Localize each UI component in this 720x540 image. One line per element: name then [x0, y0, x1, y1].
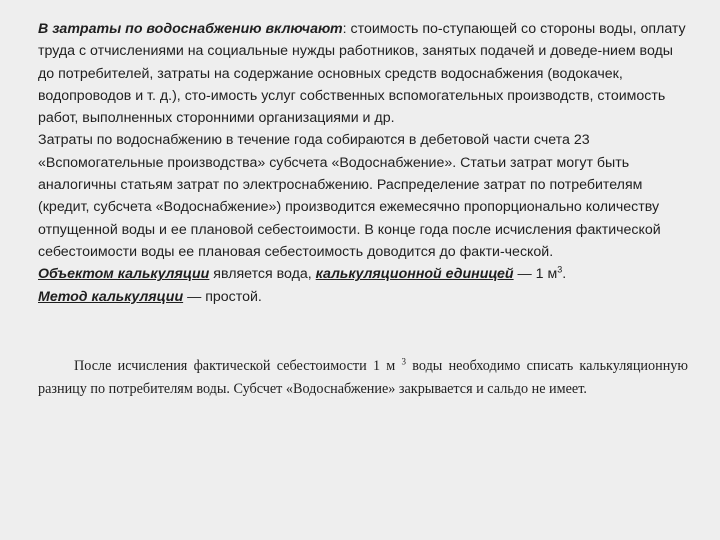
unit-label: калькуляционной единицей	[315, 266, 514, 283]
unit-superscript: 3	[557, 264, 563, 275]
costs-description: : стоимость по-ступающей со стороны воды, оплату труда с отчислениями на социальные нужды работников, занятых подачей и доведе-нием воды до потребителей, затраты на содержание основных средств водоснабжения (водокачек, водопроводов и т. д.), сто-имость услуг собственных вспомогательных производств, стоимость работ, выполненных сторонними организациями и др.	[38, 21, 686, 127]
paragraph-closing	[38, 355, 688, 400]
paragraph-cost-collection: Затраты по водоснабжению в течение года собираются в дебетовой части счета 23 «Вспомогательные производства» субсчета «Водоснабжение». Статьи затрат могут быть аналогичны статьям затрат по электроснабжению. Распределение затрат по потребителям (кредит, субсчета «Водоснабжение») производится ежемесячно пропорционально количеству отпущенной воды и ее плановой себестоимости. В конце года после исчисления фактической себестоимости воды ее плановая себестоимость доводится до факти-ческой.	[38, 132, 661, 260]
unit-end: .	[562, 266, 567, 283]
closing-superscript: 3	[401, 356, 407, 367]
unit-text: — 1 м	[513, 266, 558, 283]
object-text: является вода,	[209, 266, 316, 283]
closing-text-1: После исчисления фактической себестоимости 1 м	[74, 358, 402, 374]
method-label: Метод калькуляции	[38, 288, 184, 305]
object-label: Объектом калькуляции	[38, 266, 210, 283]
main-text-block	[38, 18, 688, 308]
paragraph-calculation-object	[38, 263, 688, 285]
paragraph-costs-included	[38, 18, 688, 129]
method-text: — простой.	[183, 288, 262, 305]
paragraph-calculation-method	[38, 286, 688, 308]
costs-lead-phrase: В затраты по водоснабжению включают	[38, 21, 343, 37]
closing-text-block	[38, 355, 688, 400]
closing-text-2: воды необходимо списать калькуляционную разницу по потребителям воды. Субсчет «Водоснабжение» закрывается и сальдо не имеет.	[38, 358, 688, 397]
